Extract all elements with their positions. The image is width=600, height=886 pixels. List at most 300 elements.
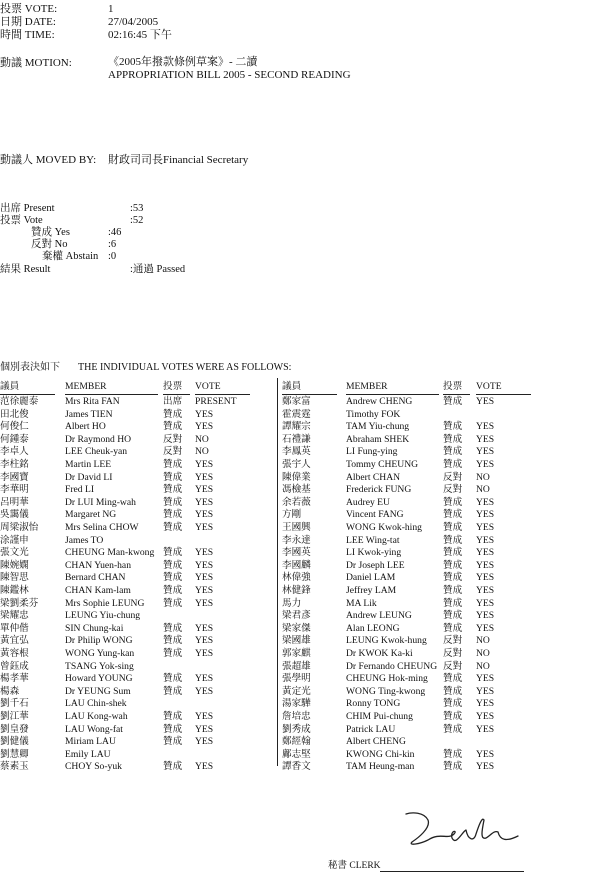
vote-zh: 贊成	[163, 685, 183, 697]
vote-zh: 反對	[163, 433, 183, 445]
right-vote-row	[0, 686, 600, 699]
right-vote-row	[0, 446, 600, 459]
vote-en: YES	[195, 496, 214, 508]
right-vote-row	[0, 635, 600, 648]
member-name-en: CHAN Yuen-han	[65, 559, 131, 571]
member-name-zh: 譚香文	[282, 761, 311, 773]
vote-zh: 反對	[443, 635, 463, 647]
member-name-en: TAM Heung-man	[346, 761, 415, 773]
vote-zh: 贊成	[163, 711, 183, 722]
vote-en: YES	[476, 585, 495, 596]
vote-en: YES	[476, 761, 495, 773]
right-header-vote-en: VOTE	[476, 381, 502, 392]
vote-zh: 贊成	[163, 761, 183, 773]
member-name-zh: 李鳳英	[282, 446, 311, 458]
vote-zh: 反對	[163, 446, 183, 458]
right-vote-row	[0, 749, 600, 762]
member-name-zh: 涂謹申	[0, 534, 29, 546]
vote-en: YES	[195, 408, 214, 420]
vote-zh: 贊成	[443, 522, 463, 533]
left-header-vote-zh: 投票	[163, 381, 183, 392]
member-name-zh: 劉秀成	[282, 723, 311, 735]
right-vote-row	[0, 623, 600, 636]
right-vote-row	[0, 459, 600, 472]
member-name-en: SIN Chung-kai	[65, 622, 124, 634]
motion-label: 動議 MOTION:	[0, 57, 72, 69]
vote-zh: 贊成	[443, 421, 463, 433]
member-name-zh: 李卓人	[0, 446, 29, 458]
member-name-zh: 張學明	[282, 673, 311, 685]
underline-left-member-zh	[0, 394, 55, 395]
vote-zh: 贊成	[443, 723, 463, 735]
member-name-en: MA Lik	[346, 597, 377, 609]
member-name-zh: 馬力	[282, 597, 302, 609]
right-vote-row	[0, 547, 600, 560]
motion-title-en: APPROPRIATION BILL 2005 - SECOND READING	[108, 69, 351, 81]
member-name-zh: 曾鈺成	[0, 660, 29, 672]
vote-zh: 贊成	[163, 471, 183, 483]
right-vote-row	[0, 648, 600, 661]
vote-en: NO	[476, 484, 490, 496]
member-name-zh: 單仲偕	[0, 622, 29, 634]
vote-en: YES	[476, 685, 495, 697]
member-name-en: Abraham SHEK	[346, 433, 410, 445]
member-name-zh: 陳智思	[0, 572, 29, 584]
vote-zh: 反對	[443, 471, 463, 483]
member-name-en: LI Fung-ying	[346, 446, 398, 458]
member-name-en: Miriam LAU	[65, 736, 116, 748]
member-name-zh: 劉千石	[0, 698, 29, 710]
member-name-zh: 湯家驊	[282, 698, 311, 710]
vote-zh: 贊成	[163, 622, 183, 634]
member-name-en: Bernard CHAN	[65, 572, 126, 584]
vote-en: YES	[195, 761, 214, 773]
vote-en: NO	[476, 635, 490, 647]
vote-zh: 贊成	[443, 622, 463, 634]
vote-zh: 贊成	[163, 522, 183, 533]
member-name-zh: 馮檢基	[282, 484, 311, 496]
member-name-en: LEUNG Kwok-hung	[346, 635, 427, 647]
clerk-label: 秘書 CLERK	[328, 861, 381, 871]
right-vote-row	[0, 497, 600, 510]
member-name-zh: 王國興	[282, 522, 311, 533]
member-name-en: Albert CHENG	[346, 736, 406, 748]
member-name-zh: 梁君彥	[282, 610, 311, 622]
vote-en: YES	[476, 396, 495, 407]
member-name-zh: 周梁淑怡	[0, 522, 39, 533]
member-name-zh: 張宇人	[282, 459, 311, 470]
member-name-zh: 劉慧卿	[0, 748, 29, 760]
member-name-zh: 梁劉柔芬	[0, 597, 39, 609]
member-name-zh: 霍震霆	[282, 408, 311, 420]
member-name-en: TSANG Yok-sing	[65, 660, 134, 672]
vote-en: YES	[195, 622, 214, 634]
vote-number-value: 1	[108, 3, 114, 15]
no-value: :6	[108, 239, 117, 250]
member-name-en: WONG Yung-kan	[65, 648, 135, 659]
vote-en: YES	[476, 723, 495, 735]
vote-en: YES	[476, 534, 495, 546]
vote-en: YES	[476, 547, 495, 559]
vote-en: YES	[476, 698, 495, 710]
vote-en: YES	[476, 622, 495, 634]
underline-left-vote-en	[195, 394, 250, 395]
member-name-en: Albert HO	[65, 421, 106, 433]
member-name-en: Tommy CHEUNG	[346, 459, 419, 470]
member-name-en: Fred LI	[65, 484, 95, 496]
vote-zh: 反對	[443, 648, 463, 659]
vote-zh: 贊成	[443, 711, 463, 722]
left-header-vote-en: VOTE	[195, 381, 221, 392]
vote-en: YES	[195, 711, 214, 722]
member-name-en: CHIM Pui-chung	[346, 711, 413, 722]
vote-zh: 贊成	[163, 547, 183, 559]
right-vote-row	[0, 711, 600, 724]
member-name-zh: 田北俊	[0, 408, 29, 420]
no-label: 反對 No	[31, 239, 68, 250]
vote-zh: 贊成	[163, 723, 183, 735]
member-name-zh: 李永達	[282, 534, 311, 546]
vote-en: NO	[195, 433, 209, 445]
member-name-en: Martin LEE	[65, 459, 112, 470]
vote-en: YES	[195, 635, 214, 647]
left-header-member-en: MEMBER	[65, 381, 107, 392]
vote-en: YES	[476, 748, 495, 760]
member-name-en: CHEUNG Man-kwong	[65, 547, 155, 559]
vote-zh: 贊成	[163, 648, 183, 659]
member-name-en: Jeffrey LAM	[346, 585, 397, 596]
member-name-zh: 李國麟	[282, 559, 311, 571]
member-name-zh: 梁家傑	[282, 622, 311, 634]
member-name-zh: 陳偉業	[282, 471, 311, 483]
vote-zh: 贊成	[163, 597, 183, 609]
vote-zh: 贊成	[443, 748, 463, 760]
vote-en: YES	[476, 496, 495, 508]
left-header-member-zh: 議員	[0, 381, 20, 392]
right-vote-row	[0, 484, 600, 497]
vote-zh: 贊成	[163, 559, 183, 571]
vote-en: YES	[195, 509, 214, 521]
vote-en: YES	[195, 459, 214, 470]
member-name-en: WONG Kwok-hing	[346, 522, 422, 533]
member-name-en: Dr David LI	[65, 471, 113, 483]
date-label: 日期 DATE:	[0, 16, 56, 28]
vote-zh: 贊成	[163, 509, 183, 521]
vote-en: YES	[476, 421, 495, 433]
vote-zh: 贊成	[163, 496, 183, 508]
vote-en: NO	[476, 648, 490, 659]
vote-zh: 贊成	[443, 534, 463, 546]
right-vote-row	[0, 736, 600, 749]
member-name-en: Mrs Selina CHOW	[65, 522, 139, 533]
vote-en: YES	[195, 585, 214, 596]
member-name-en: Andrew LEUNG	[346, 610, 412, 622]
vote-number-label: 投票 VOTE:	[0, 3, 58, 15]
right-vote-row	[0, 560, 600, 573]
member-name-en: CHAN Kam-lam	[65, 585, 131, 596]
vote-zh: 贊成	[443, 673, 463, 685]
vote-zh: 贊成	[443, 597, 463, 609]
vote-count-label: 投票 Vote	[0, 215, 43, 226]
abstain-label: 棄權 Abstain	[42, 251, 99, 262]
member-name-zh: 何鍾泰	[0, 433, 29, 445]
right-vote-row	[0, 673, 600, 686]
member-name-zh: 林健鋒	[282, 585, 311, 596]
member-name-en: Dr KWOK Ka-ki	[346, 648, 413, 659]
right-header-member-en: MEMBER	[346, 381, 388, 392]
yes-label: 贊成 Yes	[31, 227, 70, 238]
vote-zh: 贊成	[443, 559, 463, 571]
member-name-en: Patrick LAU	[346, 723, 396, 735]
member-name-en: Mrs Rita FAN	[65, 396, 120, 407]
underline-right-member-en	[346, 394, 439, 395]
vote-en: YES	[476, 559, 495, 571]
vote-zh: 贊成	[443, 433, 463, 445]
member-name-en: Andrew CHENG	[346, 396, 413, 407]
vote-zh: 出席	[163, 396, 183, 407]
vote-zh: 贊成	[443, 610, 463, 622]
vote-zh: 贊成	[443, 547, 463, 559]
member-name-zh: 何俊仁	[0, 421, 29, 433]
right-vote-row	[0, 434, 600, 447]
vote-en: YES	[195, 673, 214, 685]
underline-right-vote-en	[476, 394, 531, 395]
member-name-en: TAM Yiu-chung	[346, 421, 410, 433]
right-vote-row	[0, 421, 600, 434]
member-name-zh: 楊孝華	[0, 673, 29, 685]
member-name-en: LEE Wing-tat	[346, 534, 400, 546]
vote-en: YES	[195, 522, 214, 533]
member-name-en: Mrs Sophie LEUNG	[65, 597, 145, 609]
vote-en: NO	[195, 446, 209, 458]
vote-zh: 贊成	[443, 509, 463, 521]
member-name-zh: 劉江華	[0, 711, 29, 722]
member-name-zh: 蔡素玉	[0, 761, 29, 773]
member-name-en: LEUNG Yiu-chung	[65, 610, 141, 622]
vote-en: YES	[476, 673, 495, 685]
member-name-en: LAU Chin-shek	[65, 698, 127, 710]
right-vote-row	[0, 572, 600, 585]
vote-en: NO	[476, 471, 490, 483]
member-name-en: CHOY So-yuk	[65, 761, 122, 773]
member-name-en: James TO	[65, 534, 104, 546]
member-name-zh: 林偉強	[282, 572, 311, 584]
member-name-zh: 李國寶	[0, 471, 29, 483]
vote-zh: 贊成	[163, 635, 183, 647]
member-name-en: Dr LUI Ming-wah	[65, 496, 136, 508]
clerk-signature-line	[380, 871, 524, 872]
vote-en: YES	[195, 723, 214, 735]
vote-en: YES	[195, 547, 214, 559]
vote-en: YES	[195, 484, 214, 496]
vote-zh: 反對	[443, 660, 463, 672]
time-label: 時間 TIME:	[0, 29, 55, 41]
member-name-zh: 張超雄	[282, 660, 311, 672]
right-vote-row	[0, 535, 600, 548]
vote-zh: 贊成	[443, 698, 463, 710]
vote-en: YES	[195, 736, 214, 748]
vote-zh: 贊成	[443, 396, 463, 407]
vote-zh: 贊成	[163, 572, 183, 584]
member-name-en: Emily LAU	[65, 748, 111, 760]
vote-en: YES	[476, 459, 495, 470]
member-name-en: Audrey EU	[346, 496, 390, 508]
member-name-zh: 石禮謙	[282, 433, 311, 445]
right-vote-row	[0, 396, 600, 409]
vote-en: YES	[195, 421, 214, 433]
result-value: :通過 Passed	[130, 264, 186, 275]
vote-en: YES	[195, 572, 214, 584]
vote-zh: 贊成	[163, 459, 183, 470]
vote-zh: 贊成	[163, 585, 183, 596]
vote-en: YES	[195, 597, 214, 609]
member-name-en: Ronny TONG	[346, 698, 401, 710]
member-name-zh: 吳靄儀	[0, 509, 29, 521]
right-vote-row	[0, 509, 600, 522]
right-header-member-zh: 議員	[282, 381, 302, 392]
member-name-en: Vincent FANG	[346, 509, 404, 521]
member-name-en: LAU Wong-fat	[65, 723, 123, 735]
vote-zh: 贊成	[443, 761, 463, 773]
member-name-en: LEE Cheuk-yan	[65, 446, 128, 458]
underline-right-vote-zh	[443, 394, 470, 395]
member-name-zh: 黃容根	[0, 648, 29, 659]
member-name-en: Dr YEUNG Sum	[65, 685, 131, 697]
member-name-zh: 劉健儀	[0, 736, 29, 748]
present-label: 出席 Present	[0, 203, 55, 214]
vote-en: YES	[476, 509, 495, 521]
member-name-en: Dr Joseph LEE	[346, 559, 405, 571]
right-vote-row	[0, 522, 600, 535]
vote-en: YES	[476, 433, 495, 445]
vote-en: YES	[195, 559, 214, 571]
right-vote-row	[0, 698, 600, 711]
vote-zh: 贊成	[163, 421, 183, 433]
vote-en: PRESENT	[195, 396, 237, 407]
member-name-en: Albert CHAN	[346, 471, 401, 483]
right-vote-row	[0, 724, 600, 737]
member-name-zh: 郭家麒	[282, 648, 311, 659]
underline-left-vote-zh	[163, 394, 190, 395]
vote-zh: 贊成	[443, 685, 463, 697]
member-name-en: James TIEN	[65, 408, 113, 420]
member-name-en: Margaret NG	[65, 509, 117, 521]
time-value: 02:16:45 下午	[108, 29, 172, 41]
vote-en: YES	[195, 471, 214, 483]
vote-en: YES	[195, 685, 214, 697]
member-name-zh: 陳鑑林	[0, 585, 29, 596]
member-name-zh: 李國英	[282, 547, 311, 559]
member-name-zh: 李華明	[0, 484, 29, 496]
vote-en: YES	[476, 572, 495, 584]
member-name-zh: 楊森	[0, 685, 20, 697]
member-name-zh: 鄺志堅	[282, 748, 311, 760]
member-name-en: CHEUNG Hok-ming	[346, 673, 428, 685]
right-vote-row	[0, 585, 600, 598]
vote-zh: 反對	[443, 484, 463, 496]
member-name-zh: 呂明華	[0, 496, 29, 508]
member-name-en: Dr Philip WONG	[65, 635, 133, 647]
vote-en: YES	[476, 446, 495, 458]
right-vote-row	[0, 472, 600, 485]
right-vote-row	[0, 409, 600, 422]
abstain-value: :0	[108, 251, 117, 262]
vote-zh: 贊成	[163, 408, 183, 420]
vote-zh: 贊成	[443, 446, 463, 458]
right-vote-row	[0, 610, 600, 623]
right-vote-row	[0, 661, 600, 674]
member-name-zh: 李柱銘	[0, 459, 29, 470]
motion-title-zh: 《2005年撥款條例草案》- 二讀	[108, 56, 258, 68]
member-name-zh: 黃宜弘	[0, 635, 29, 647]
member-name-en: Alan LEONG	[346, 622, 400, 634]
member-name-zh: 張文光	[0, 547, 29, 559]
vote-en: YES	[476, 610, 495, 622]
vote-zh: 贊成	[443, 459, 463, 470]
member-name-en: KWONG Chi-kin	[346, 748, 415, 760]
member-name-en: Frederick FUNG	[346, 484, 412, 496]
right-vote-row	[0, 761, 600, 774]
vote-zh: 贊成	[163, 673, 183, 685]
vote-en: YES	[476, 597, 495, 609]
vote-en: NO	[476, 660, 490, 672]
moved-by-value: 財政司司長Financial Secretary	[108, 154, 249, 166]
member-name-en: Daniel LAM	[346, 572, 396, 584]
right-vote-row	[0, 598, 600, 611]
underline-left-member-en	[65, 394, 158, 395]
member-name-zh: 詹培忠	[282, 711, 311, 722]
individual-heading-zh: 個別表決如下	[0, 362, 60, 373]
member-name-zh: 鄭經翰	[282, 736, 311, 748]
member-name-en: WONG Ting-kwong	[346, 685, 426, 697]
vote-zh: 贊成	[443, 585, 463, 596]
member-name-zh: 劉皇發	[0, 723, 29, 735]
member-name-zh: 譚耀宗	[282, 421, 311, 433]
moved-by-label: 動議人 MOVED BY:	[0, 154, 97, 166]
vote-zh: 贊成	[443, 496, 463, 508]
member-name-zh: 黃定光	[282, 685, 311, 697]
member-name-zh: 范徐麗泰	[0, 396, 39, 407]
date-value: 27/04/2005	[108, 16, 159, 28]
vote-en: YES	[476, 522, 495, 533]
member-name-zh: 陳婉嫻	[0, 559, 29, 571]
member-name-en: Dr Fernando CHEUNG	[346, 660, 438, 672]
member-name-en: LI Kwok-ying	[346, 547, 402, 559]
result-label: 結果 Result	[0, 264, 51, 275]
vote-zh: 贊成	[163, 484, 183, 496]
underline-right-member-zh	[282, 394, 337, 395]
vote-count-value: :52	[130, 215, 144, 226]
member-name-en: Timothy FOK	[346, 408, 401, 420]
vote-en: YES	[195, 648, 214, 659]
yes-value: :46	[108, 227, 122, 238]
right-header-vote-zh: 投票	[443, 381, 463, 392]
member-name-zh: 梁耀忠	[0, 610, 29, 622]
member-name-zh: 梁國雄	[282, 635, 311, 647]
vote-zh: 贊成	[443, 572, 463, 584]
member-name-zh: 余若薇	[282, 496, 311, 508]
member-name-en: Howard YOUNG	[65, 673, 133, 685]
individual-heading-en: THE INDIVIDUAL VOTES WERE AS FOLLOWS:	[78, 362, 292, 373]
vote-en: YES	[476, 711, 495, 722]
present-value: :53	[130, 203, 144, 214]
vote-zh: 贊成	[163, 736, 183, 748]
member-name-zh: 方剛	[282, 509, 302, 521]
clerk-signature	[398, 800, 528, 862]
member-name-en: LAU Kong-wah	[65, 711, 128, 722]
member-name-zh: 鄭家富	[282, 396, 311, 407]
member-name-en: Dr Raymond HO	[65, 433, 132, 445]
